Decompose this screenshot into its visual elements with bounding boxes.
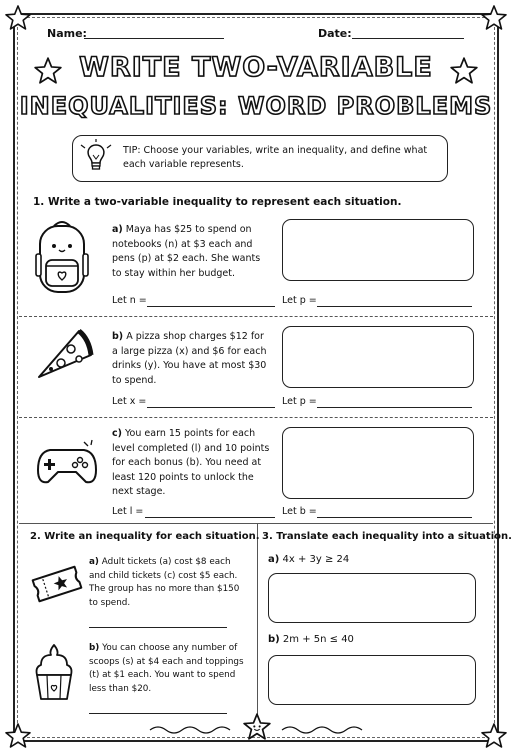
lightbulb-icon (85, 142, 107, 174)
section1-heading: 1. Write a two-variable inequality to represent each situation. (33, 196, 402, 208)
star-icon-bottom-right (480, 722, 508, 750)
date-label: Date: (318, 27, 352, 40)
tip-box (72, 135, 448, 182)
let-field-1a-2[interactable] (317, 306, 472, 307)
backpack-icon (34, 218, 90, 296)
name-field[interactable] (84, 38, 224, 39)
let-field-1b-1[interactable] (147, 407, 275, 408)
answer-box-3b[interactable] (268, 655, 476, 705)
let-label-1c-2: Let b = (282, 506, 317, 517)
star-icon-bottom-left (4, 722, 32, 750)
section3-heading: 3. Translate each inequality into a situation. (262, 531, 512, 542)
problem-1a-text: Maya has $25 to spend on notebooks (n) at $3 each and pens (p) at $2 each. She wants to stay within her budget. (112, 224, 261, 279)
problem-2a-text: Adult tickets (a) cost $8 each and child tickets (c) cost $5 each. The group has no more than $150 to spend. (89, 557, 240, 608)
game-controller-icon (36, 440, 98, 486)
star-icon-title-left (33, 56, 63, 86)
answer-line-2b[interactable] (89, 713, 227, 714)
star-icon-title-right (449, 56, 479, 86)
column-divider (257, 523, 258, 718)
answer-box-1b[interactable] (282, 326, 474, 388)
page-title-line2: INEQUALITIES: WORD PROBLEMS (19, 92, 493, 120)
problem-2a (89, 556, 249, 610)
let-label-1b-2: Let p = (282, 396, 317, 407)
let-label-1a-1: Let n = (112, 295, 147, 306)
let-field-1c-2[interactable] (317, 517, 472, 518)
date-field[interactable] (352, 38, 464, 39)
let-label-1c-1: Let l = (112, 506, 144, 517)
section-divider (19, 523, 493, 524)
answer-line-2a[interactable] (89, 627, 227, 628)
let-field-1b-2[interactable] (317, 407, 472, 408)
problem-1b (112, 330, 272, 388)
let-label-1a-2: Let p = (282, 295, 317, 306)
problem-2b-label: b) (89, 643, 100, 653)
problem-1a (112, 223, 272, 281)
let-field-1c-1[interactable] (145, 517, 275, 518)
smiling-star-icon (242, 712, 272, 742)
problem-1c-label: c) (112, 428, 122, 439)
problem-1c-text: You earn 15 points for each level completed (l) and 10 points for each bonus (b). You need at least 120 points to unlock the next stage. (112, 428, 270, 497)
item-3b (268, 633, 354, 648)
problem-1c (112, 427, 272, 500)
ice-cream-cup-icon (33, 643, 75, 703)
let-label-1b-1: Let x = (112, 396, 147, 407)
answer-box-1c[interactable] (282, 427, 474, 499)
star-icon-top-right (480, 4, 508, 32)
divider (19, 316, 493, 317)
name-label: Name: (47, 27, 87, 40)
problem-1b-text: A pizza shop charges $12 for a large pizza (x) and $6 for each drinks (y). You have at most $30 to spend. (112, 331, 267, 386)
problem-2b-text: You can choose any number of scoops (s) at $4 each and toppings (t) at $1 each. You want to spend less than $20. (89, 643, 244, 694)
problem-2a-label: a) (89, 557, 99, 567)
item-3a-expression: 4x + 3y ≥ 24 (282, 554, 350, 565)
pizza-slice-icon (35, 325, 95, 381)
item-3a (268, 553, 349, 568)
section2-heading: 2. Write an inequality for each situation. (30, 531, 260, 542)
problem-1b-label: b) (112, 331, 124, 342)
item-3a-label: a) (268, 554, 280, 565)
item-3b-label: b) (268, 634, 280, 645)
tip-text: TIP: Choose your variables, write an inequality, and define what each variable represents. (123, 145, 428, 170)
page-title-line1: WRITE TWO-VARIABLE (79, 52, 433, 83)
answer-box-3a[interactable] (268, 573, 476, 623)
ticket-icon (31, 563, 83, 605)
star-icon-top-left (4, 4, 32, 32)
divider (19, 417, 493, 418)
problem-1a-label: a) (112, 224, 123, 235)
problem-2b (89, 642, 249, 696)
answer-box-1a[interactable] (282, 219, 474, 281)
item-3b-expression: 2m + 5n ≤ 40 (282, 634, 354, 645)
let-field-1a-1[interactable] (147, 306, 275, 307)
